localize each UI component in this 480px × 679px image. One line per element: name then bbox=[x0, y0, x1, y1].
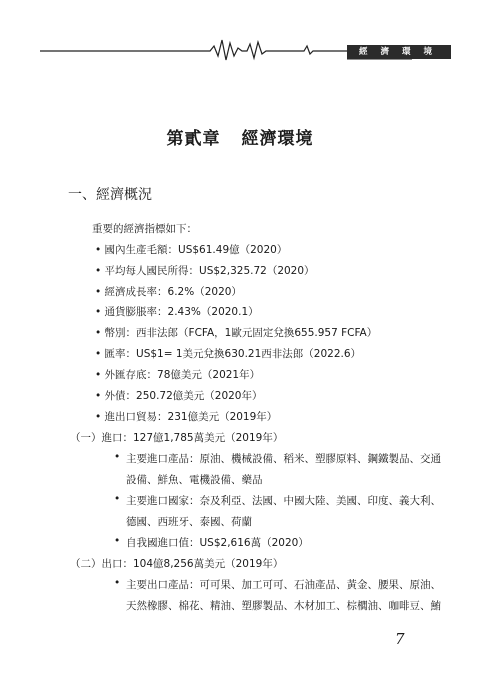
imports-heading: （一）進口：127億1,785萬美元（2019年） bbox=[70, 432, 284, 444]
list-item-line: 德國、西班牙、泰國、荷蘭 bbox=[126, 516, 252, 528]
indicator-item: • 通貨膨脹率：2.43%（2020.1） bbox=[95, 306, 259, 318]
list-item-line: 天然橡膠、棉花、精油、塑膠製品、木材加工、棕櫚油、咖啡豆、鮪 bbox=[126, 600, 441, 612]
header-label: 經濟環境 bbox=[347, 45, 451, 59]
bullet: • bbox=[114, 451, 121, 463]
indicator-item: • 外匯存底：78億美元（2021年） bbox=[95, 369, 261, 381]
intro-text: 重要的經濟指標如下： bbox=[92, 223, 197, 235]
bullet: • bbox=[114, 535, 121, 547]
list-item-line: 主要進口國家：奈及利亞、法國、中國大陸、美國、印度、義大利、 bbox=[126, 495, 441, 507]
list-item-line: 主要出口產品：可可果、加工可可、石油產品、黃金、腰果、原油、 bbox=[126, 579, 441, 591]
bullet: • bbox=[114, 577, 121, 589]
indicator-item: • 匯率：US$1= 1美元兌換630.21西非法郎（2022.6） bbox=[95, 348, 362, 360]
indicator-item: • 進出口貿易：231億美元（2019年） bbox=[95, 411, 278, 423]
bullet: • bbox=[114, 493, 121, 505]
running-header bbox=[40, 34, 445, 64]
list-item-line: 自我國進口值：US$2,616萬（2020） bbox=[126, 537, 309, 549]
indicator-item: • 國內生產毛額：US$61.49億（2020） bbox=[95, 244, 288, 256]
indicator-item: • 平均每人國民所得：US$2,325.72（2020） bbox=[95, 265, 315, 277]
page-number: 7 bbox=[395, 630, 405, 648]
list-item-line: 主要進口產品：原油、機械設備、稻米、塑膠原料、鋼鐵製品、交通 bbox=[126, 453, 441, 465]
list-item-line: 設備、鮮魚、電機設備、藥品 bbox=[126, 474, 263, 486]
indicator-item: • 幣別：西非法郎（FCFA，1歐元固定兌換655.957 FCFA） bbox=[95, 327, 378, 339]
section-title: 一、經濟概況 bbox=[68, 187, 152, 203]
chapter-title: 第貳章 經濟環境 bbox=[166, 129, 314, 149]
exports-heading: （二）出口：104億8,256萬美元（2019年） bbox=[70, 558, 284, 570]
indicator-item: • 經濟成長率：6.2%（2020） bbox=[95, 286, 242, 298]
indicator-item: • 外債：250.72億美元（2020年） bbox=[95, 390, 263, 402]
